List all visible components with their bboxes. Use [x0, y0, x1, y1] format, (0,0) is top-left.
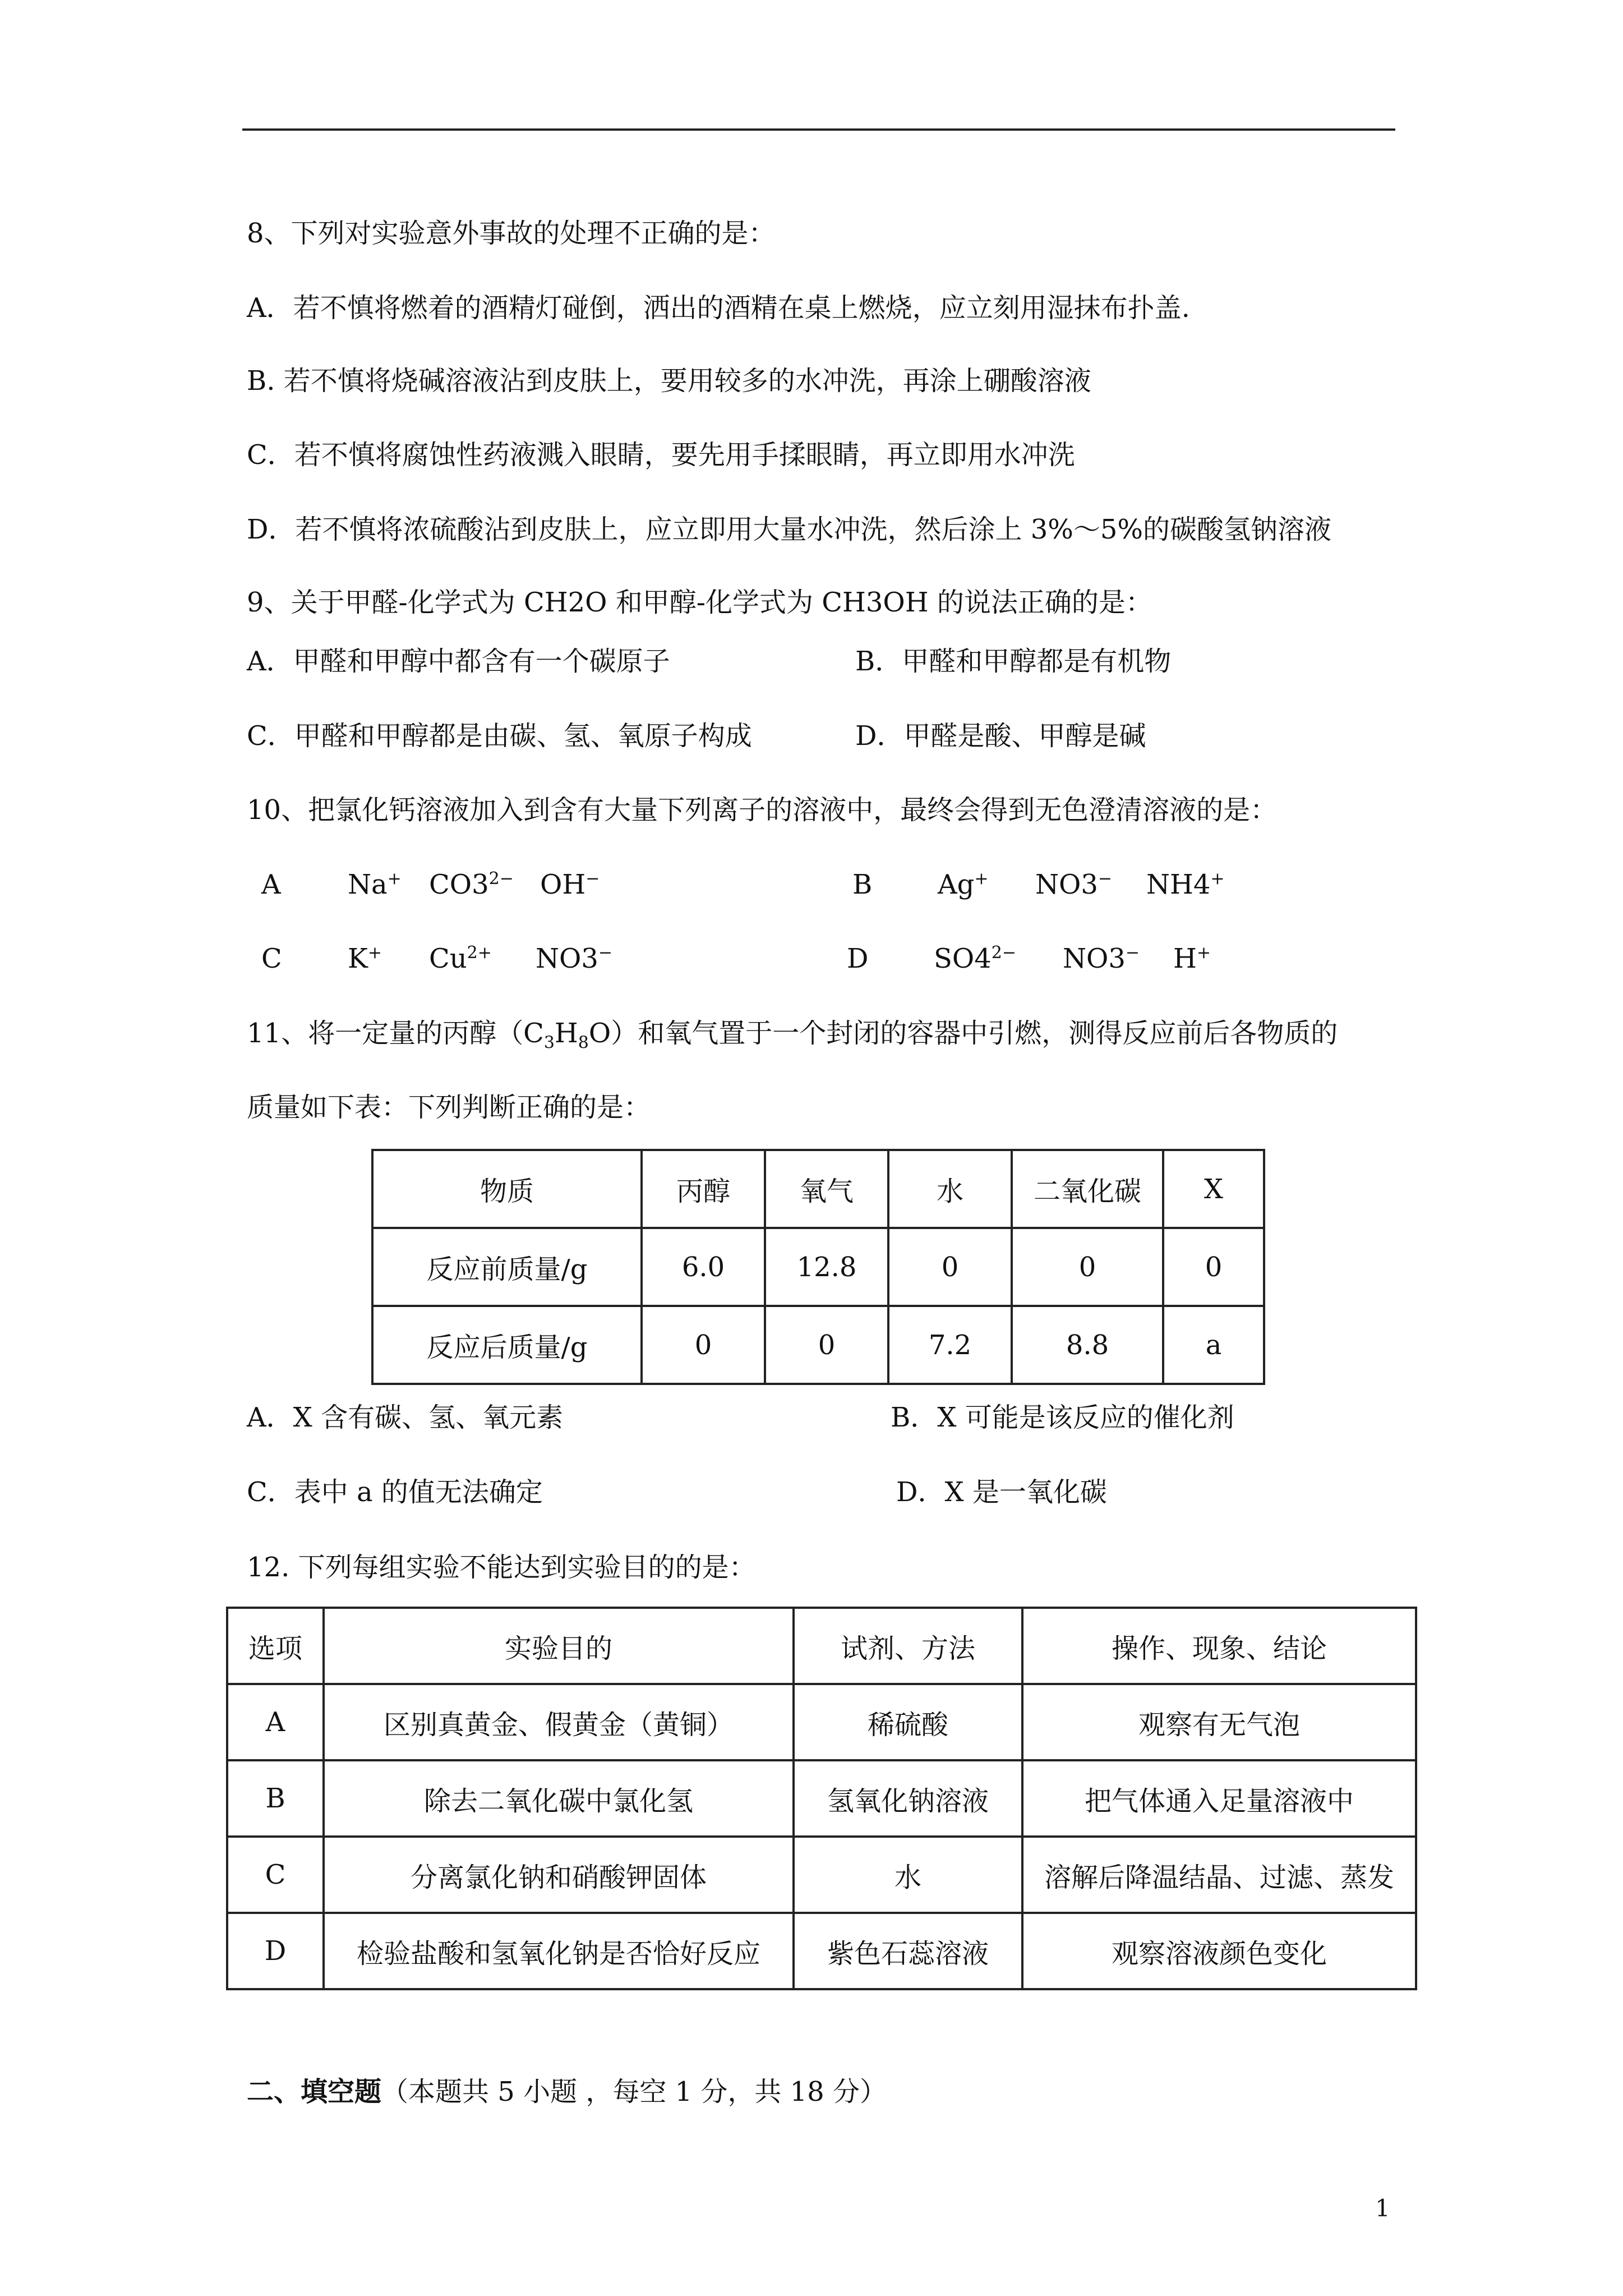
q10-b-ion1: Ag+	[938, 869, 989, 900]
section-2-heading	[247, 2076, 887, 2108]
q10-c-ion2: $Cu^{2+}$	[429, 943, 492, 974]
section-2-note: （本题共 5 小题 ，每空 1 分，共 18 分）	[381, 2076, 887, 2108]
table-header-cell: 水	[888, 1150, 1012, 1228]
table-row	[372, 1228, 1264, 1306]
table-cell: 分离氯化钠和硝酸钾固体	[324, 1837, 794, 1913]
q11-option-a: A．X 含有碳、氢、氧元素	[247, 1402, 564, 1433]
table-row	[227, 1684, 1416, 1760]
table-header-cell: 试剂、方法	[794, 1608, 1022, 1684]
table-cell: 除去二氧化碳中氯化氢	[324, 1760, 794, 1837]
q11-option-d: D．X 是一氧化碳	[896, 1476, 1107, 1508]
table-cell: 0	[1012, 1228, 1163, 1306]
table-cell: 把气体通入足量溶液中	[1022, 1760, 1416, 1837]
table-cell: 检验盐酸和氢氧化钠是否恰好反应	[324, 1913, 794, 1989]
table-row	[227, 1837, 1416, 1913]
q8-option-d: D．若不慎将浓硫酸沾到皮肤上，应立即用大量水冲洗，然后涂上 3%～5%的碳酸氢钠溶液	[247, 514, 1332, 545]
table-cell: 8.8	[1012, 1306, 1163, 1384]
q10-d-ion1: $SO4^{2-}$	[934, 943, 1017, 974]
table-cell: 区别真黄金、假黄金（黄铜）	[324, 1684, 794, 1760]
q8-option-c: C．若不慎将腐蚀性药液溅入眼睛，要先用手揉眼睛，再立即用水冲洗	[247, 439, 1075, 471]
q10-a-ion3: OH−	[540, 869, 600, 900]
table-cell: 紫色石蕊溶液	[794, 1913, 1022, 1989]
q10-b-ion2: NO3−	[1035, 869, 1113, 900]
q11-option-c: C．表中 a 的值无法确定	[247, 1476, 543, 1508]
table-cell: 0	[642, 1306, 765, 1384]
table-cell: 6.0	[642, 1228, 765, 1306]
table-cell: 溶解后降温结晶、过滤、蒸发	[1022, 1837, 1416, 1913]
table-cell: 反应前质量/g	[372, 1228, 642, 1306]
q11-mass-table	[371, 1149, 1265, 1385]
q10-d-ion3: H+	[1173, 943, 1211, 974]
table-header-cell: 物质	[372, 1150, 642, 1228]
table-cell: 0	[765, 1306, 888, 1384]
q12-stem: 12. 下列每组实验不能达到实验目的的是：	[247, 1552, 756, 1583]
table-cell: a	[1163, 1306, 1264, 1384]
table-header-cell: 选项	[227, 1608, 324, 1684]
q11-stem-line2: 质量如下表：下列判断正确的是：	[247, 1092, 651, 1123]
table-header-cell: X	[1163, 1150, 1264, 1228]
q10-a-ion1: Na+	[348, 869, 402, 900]
q10-c-ion3: NO3−	[536, 943, 613, 974]
q8-stem: 8、下列对实验意外事故的处理不正确的是：	[247, 218, 776, 249]
q8-option-a: A．若不慎将燃着的酒精灯碰倒，洒出的酒精在桌上燃烧，应立刻用湿抹布扑盖.	[247, 292, 1190, 324]
table-header-cell: 二氧化碳	[1012, 1150, 1163, 1228]
section-2-title: 二、填空题	[247, 2076, 382, 2108]
page-number: 1	[1375, 2194, 1390, 2222]
q9-stem: 9、关于甲醛-化学式为 CH2O 和甲醇-化学式为 CH3OH 的说法正确的是：	[247, 587, 1152, 618]
table-cell: B	[227, 1760, 324, 1837]
table-header-cell: 操作、现象、结论	[1022, 1608, 1416, 1684]
table-row	[372, 1306, 1264, 1384]
table-cell: C	[227, 1837, 324, 1913]
q10-a-ion2: $CO3^{2-}$	[429, 869, 514, 900]
table-cell: 观察溶液颜色变化	[1022, 1913, 1416, 1989]
table-cell: D	[227, 1913, 324, 1989]
q10-stem: 10、把氯化钙溶液加入到含有大量下列离子的溶液中，最终会得到无色澄清溶液的是：	[247, 794, 1278, 826]
q10-b-ion3: NH4+	[1146, 869, 1225, 900]
table-row	[227, 1913, 1416, 1989]
q9-option-a: A．甲醛和甲醇中都含有一个碳原子	[247, 646, 670, 677]
table-cell: 0	[1163, 1228, 1264, 1306]
q11-stem: 11、将一定量的丙醇$(C_3H_8O)$和氧气置于一个封闭的容器中引燃，测得反应前后各物质的	[247, 1018, 1338, 1053]
table-cell: 稀硫酸	[794, 1684, 1022, 1760]
q10-d-ion2: NO3−	[1063, 943, 1140, 974]
table-header-cell: 氧气	[765, 1150, 888, 1228]
q9-option-c: C．甲醛和甲醇都是由碳、氢、氧原子构成	[247, 720, 752, 752]
table-row	[227, 1608, 1416, 1684]
table-row	[227, 1760, 1416, 1837]
q10-c-ion1: K+	[348, 943, 382, 974]
table-cell: 水	[794, 1837, 1022, 1913]
q8-option-b: B. 若不慎将烧碱溶液沾到皮肤上，要用较多的水冲洗，再涂上硼酸溶液	[247, 365, 1091, 397]
table-cell: 反应后质量/g	[372, 1306, 642, 1384]
table-cell: 0	[888, 1228, 1012, 1306]
header-rule	[242, 128, 1395, 131]
q10-d-letter: D	[847, 943, 869, 974]
table-cell: 观察有无气泡	[1022, 1684, 1416, 1760]
q10-a-letter: A	[261, 869, 281, 900]
table-header-cell: 实验目的	[324, 1608, 794, 1684]
q9-option-d: D．甲醛是酸、甲醇是碱	[855, 720, 1146, 752]
q10-c-letter: C	[261, 943, 282, 974]
q10-b-letter: B	[852, 869, 873, 900]
q11-option-b: B．X 可能是该反应的催化剂	[891, 1402, 1234, 1433]
q12-experiment-table	[226, 1607, 1417, 1990]
table-cell: 7.2	[888, 1306, 1012, 1384]
table-header-cell: 丙醇	[642, 1150, 765, 1228]
table-cell: A	[227, 1684, 324, 1760]
table-cell: 12.8	[765, 1228, 888, 1306]
q9-option-b: B．甲醛和甲醇都是有机物	[855, 646, 1172, 677]
table-cell: 氢氧化钠溶液	[794, 1760, 1022, 1837]
table-row	[372, 1150, 1264, 1228]
